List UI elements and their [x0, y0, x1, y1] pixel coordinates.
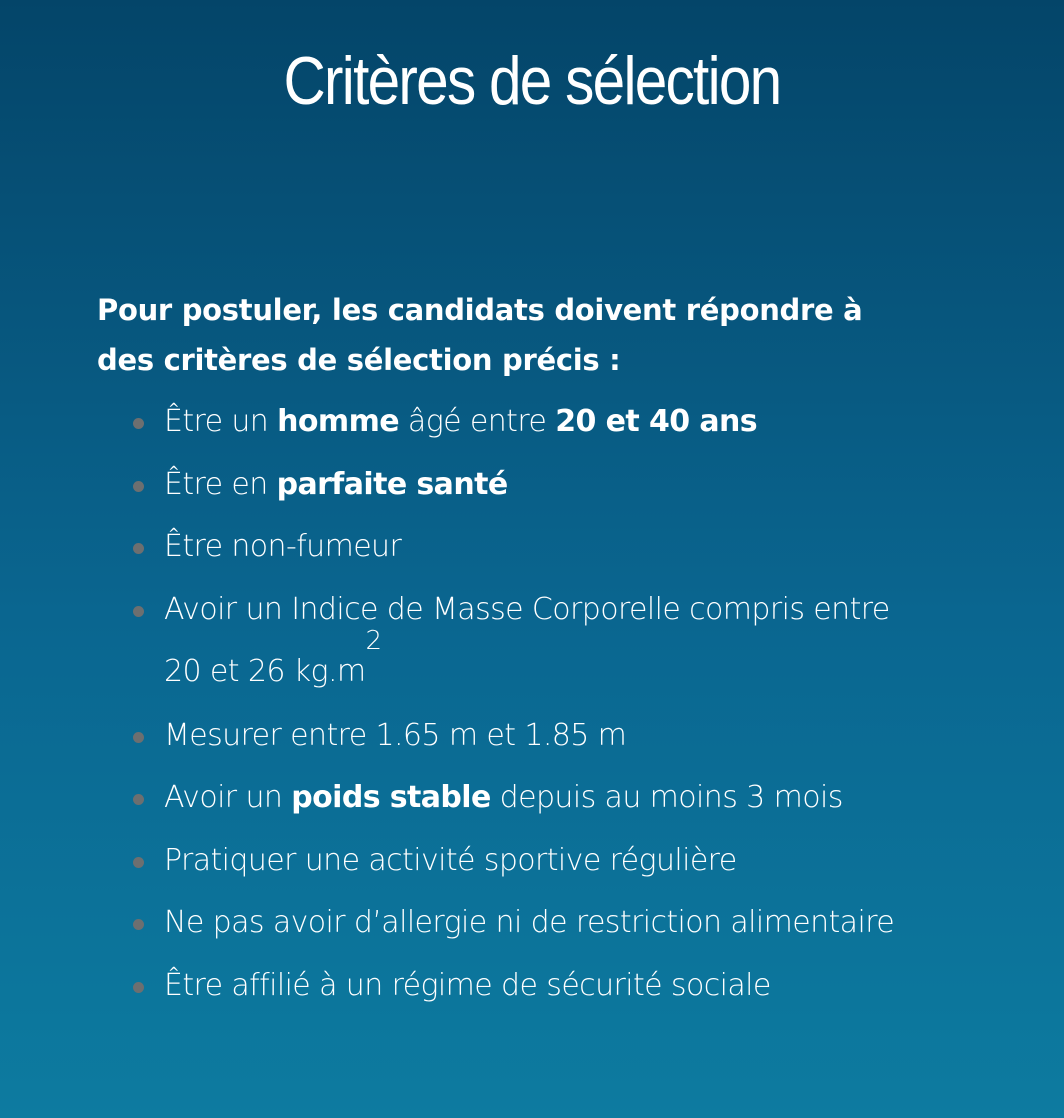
intro-line-1: Pour postuler, les candidats doivent répondre à	[97, 293, 863, 327]
bullet-icon	[133, 481, 144, 492]
criteria-item-bmi: Avoir un Indice de Masse Corporelle compris entre 20 et 26 kg.m2	[164, 579, 947, 705]
bullet-icon	[133, 982, 144, 993]
criteria-list	[97, 391, 947, 1017]
bullet-icon	[133, 543, 144, 554]
page-title: Critères de sélection	[283, 43, 781, 119]
bullet-icon	[133, 857, 144, 868]
criteria-item-age: Être un homme âgé entre 20 et 40 ans	[164, 391, 947, 454]
intro-text	[97, 285, 947, 385]
criteria-item-sport: Pratiquer une activité sportive régulière	[164, 830, 947, 893]
criteria-item-non-smoker: Être non-fumeur	[164, 516, 947, 579]
bullet-icon	[133, 794, 144, 805]
bullet-icon	[133, 418, 144, 429]
bullet-icon	[133, 732, 144, 743]
criteria-section	[97, 285, 947, 1017]
criteria-item-weight: Avoir un poids stable depuis au moins 3 mois	[164, 767, 947, 830]
criteria-item-allergy: Ne pas avoir d’allergie ni de restriction alimentaire	[164, 892, 947, 955]
bullet-icon	[133, 606, 144, 617]
bullet-icon	[133, 919, 144, 930]
intro-line-2: des critères de sélection précis :	[97, 343, 621, 377]
criteria-item-height: Mesurer entre 1.65 m et 1.85 m	[164, 705, 947, 768]
criteria-item-health: Être en parfaite santé	[164, 454, 947, 517]
criteria-item-social-security: Être affilié à un régime de sécurité sociale	[164, 955, 947, 1018]
superscript: 2	[365, 626, 382, 656]
